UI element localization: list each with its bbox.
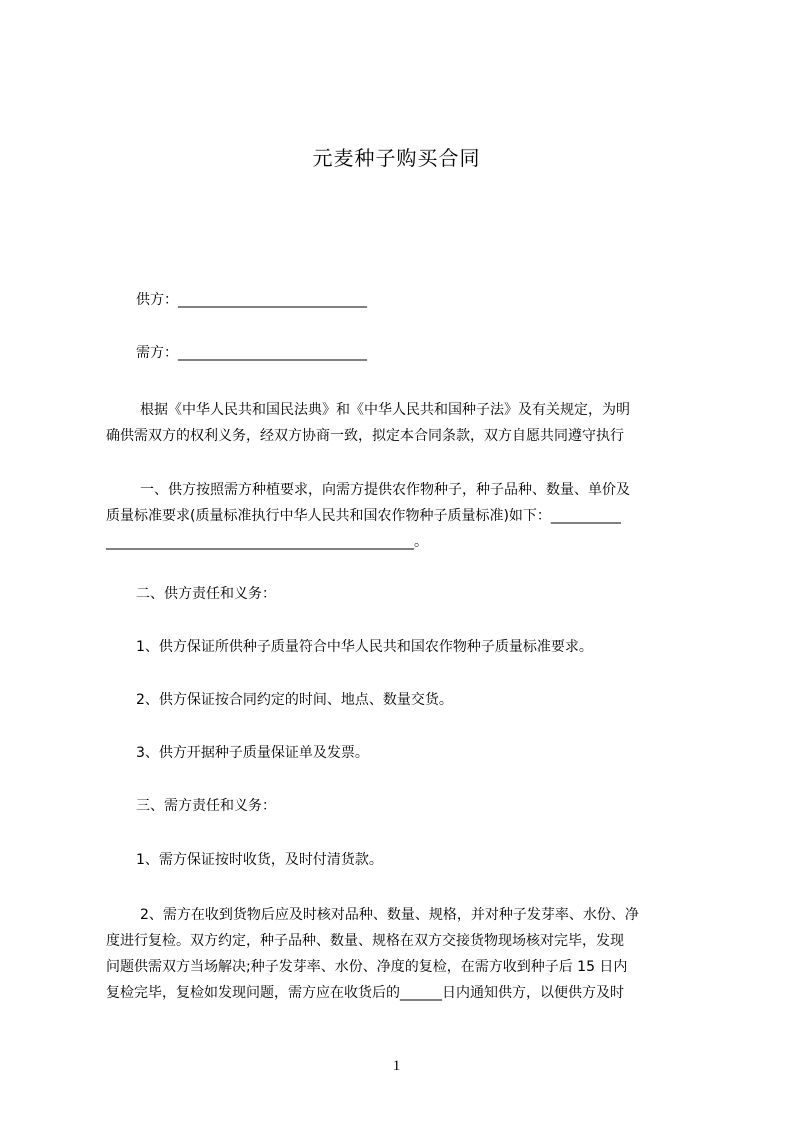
clause-1-paragraph (106, 477, 697, 555)
section-3-title: 三、需方责任和义务： (136, 798, 276, 814)
section-2-item-2: 2、供方保证按合同约定的时间、地点、数量交货。 (136, 692, 453, 708)
section-3-item-2 (106, 902, 697, 1006)
section-2-item-1: 1、供方保证所供种子质量符合中华人民共和国农作物种子质量标准要求。 (136, 639, 593, 655)
intro-paragraph (106, 397, 697, 449)
section-2-item-3: 3、供方开据种子质量保证单及发票。 (136, 745, 369, 761)
page-number: 1 (392, 1058, 401, 1074)
document-title: 元麦种子购买合同 (312, 146, 481, 170)
section-3-item-1: 1、需方保证按时收货，及时付清货款。 (136, 852, 383, 868)
clause-1-line: ____________________________________________。 (106, 534, 428, 550)
section-2-title: 二、供方责任和义务： (136, 586, 276, 602)
section-3-item-2-line: 2、需方在收到货物后应及时核对品种、数量、规格，并对种子发芽率、水份、净 (140, 907, 639, 923)
section-3-item-2-line: 度进行复检。双方约定，种子品种、数量、规格在双方交接货物现场核对完毕，发现 (106, 933, 624, 949)
intro-line: 确供需双方的权利义务，经双方协商一致，拟定本合同条款，双方自愿共同遵守执行 (106, 428, 624, 444)
section-3-item-2-line: 复检完毕，复检如发现问题，需方应在收货后的______日内通知供方，以便供方及时 (106, 985, 624, 1001)
supplier-line: 供方：___________________________ (136, 292, 367, 308)
clause-1-line: 质量标准要求(质量标准执行中华人民共和国农作物种子质量标准)如下：__________ (106, 508, 621, 524)
section-3-item-2-line: 问题供需双方当场解决;种子发芽率、水份、净度的复检，在需方收到种子后 15 日内 (106, 959, 628, 975)
clause-1-line: 一、供方按照需方种植要求，向需方提供农作物种子，种子品种、数量、单价及 (140, 482, 630, 498)
buyer-line: 需方：___________________________ (136, 345, 367, 361)
intro-line: 根据《中华人民共和国民法典》和《中华人民共和国种子法》及有关规定，为明 (140, 402, 630, 418)
